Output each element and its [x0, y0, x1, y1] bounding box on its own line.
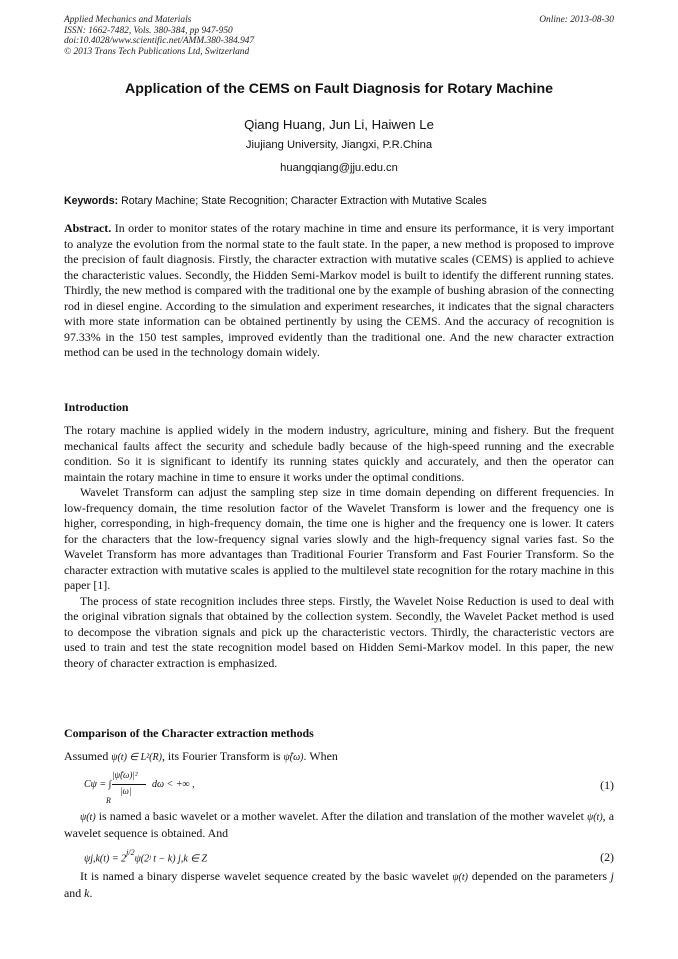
binary-sequence-text — [64, 869, 614, 901]
eq2-lhs: ψj,k(t) = 2 — [84, 853, 127, 865]
depended-text: depended on the parameters — [471, 869, 607, 883]
fourier-text: , its Fourier Transform is — [161, 749, 281, 763]
final-period: . — [89, 885, 93, 900]
eq2-number: (2) — [600, 850, 614, 864]
intro-paragraph-1: The rotary machine is applied widely in the modern industry, agriculture, mining and fishery. But the frequent mechanical faults affect the security and schedule badly because of the high-speed running and the execrable condition. So it is significant to identify its running states quickly and accurately, and then the operator can maintain the rotary machine in time to ensure it works under the optimal conditions. — [64, 423, 614, 484]
online-date: Online: 2013-08-30 — [539, 15, 614, 25]
keywords — [64, 195, 614, 207]
param-j: j — [610, 869, 614, 883]
equation-2 — [84, 848, 344, 866]
paper-affiliation: Jiujiang University, Jiangxi, P.R.China — [245, 139, 433, 151]
psi-t-inline-3: ψ(t) — [452, 872, 468, 883]
comparison-heading: Comparison of the Character extraction methods — [64, 726, 314, 740]
journal-header — [64, 15, 254, 57]
eq1-numerator: |ψ̂(ω)|² — [112, 770, 138, 780]
param-k: k — [84, 885, 90, 900]
and-word: and — [64, 885, 82, 900]
sequence-text: , a wavelet sequence is obtained. And — [64, 809, 614, 840]
journal-copyright: © 2013 Trans Tech Publications Ltd, Switzerland — [64, 46, 250, 57]
introduction-body — [64, 423, 614, 671]
psi-t-inline: ψ(t) — [80, 812, 96, 823]
when-text: . When — [303, 749, 338, 763]
abstract-text: In order to monitor states of the rotary machine in time and ensure its performance, it is very important to analyze the evolution from the normal state to the fault state. In the paper, a new method is proposed to improve the precision of fault diagnosis. Firstly, the character extraction with mutative scales (CEMS) is applied to achieve the characteristic values. Secondly, the Hidden Semi-Markov model is built to identify the different running states. Thirdly, the new method is compared with the traditional one by the example of bushing abrasion of the connecting rod in diesel engine. According to the simulation and experiment researches, it indicates that the signal characters with more state information can be obtained pertinently by using the CEMS. And the accuracy of recognition is 97.33% in the 150 test samples, improved evidently than the traditional one. And the new character extraction method can be used in the technology domain widely. — [64, 221, 614, 359]
binary-text: It is named a binary disperse wavelet sequence created by the basic wavelet — [80, 869, 449, 883]
paper-email: huangqiang@jju.edu.cn — [280, 162, 398, 174]
eq1-lhs: Cψ = ∫ — [84, 779, 112, 790]
abstract — [64, 221, 614, 361]
eq1-denominator: |ω| — [120, 786, 132, 796]
wavelet-definition — [64, 809, 614, 841]
eq1-domain: R — [106, 796, 111, 805]
eq1-number: (1) — [600, 778, 614, 792]
assumed-word: Assumed — [64, 749, 109, 763]
keywords-label: Keywords: — [64, 195, 119, 207]
paper-title: Application of the CEMS on Fault Diagnosis for Rotary Machine — [124, 81, 553, 97]
paper-authors: Qiang Huang, Jun Li, Haiwen Le — [244, 117, 434, 132]
intro-paragraph-2: Wavelet Transform can adjust the sampling step size in time domain depending on different frequencies. In low-frequency domain, the time resolution factor of the Wavelet Transform is lower and the frequency one is higher, corresponding, in high-frequency domain, the time one is higher and the frequency one is lower. It caters for the characters that the low-frequency signal varies slowly and the high-frequency signal varies fast. So the Wavelet Transform has more advantages than Traditional Fourier Transform and Fast Fourier Transform. So the character extraction with mutative scales is applied to the multilevel state recognition for the rotary machine in this paper [1]. — [64, 485, 614, 592]
eq1-tail: dω < +∞ , — [152, 779, 195, 790]
named-text: is named a basic wavelet or a mother wavelet. After the dilation and translation of the mother wavelet — [95, 809, 584, 823]
eq2-rhs: ψ(2ʲ t − k) j,k ∈ Z — [134, 853, 208, 865]
intro-paragraph-3: The process of state recognition includes three steps. Firstly, the Wavelet Noise Reduction is used to deal with the original vibration signals that obtained by the collection system. Secondly, the Wavelet Packet method is used to decompose the vibration signals and pick up the characteristic vectors. Thirdly, the characteristic vectors are used to train and test the state recognition model based on Hidden Semi-Markov model. In this paper, the new theory of character extraction is emphasized. — [64, 593, 614, 670]
abstract-label: Abstract. — [64, 221, 112, 235]
journal-doi: doi:10.4028/www.scientific.net/AMM.380-384.947 — [64, 36, 255, 46]
assumed-line — [64, 749, 614, 764]
psi-hat: ψ̂(ω) — [283, 752, 304, 763]
equation-1 — [84, 768, 304, 808]
keywords-text: Rotary Machine; State Recognition; Character Extraction with Mutative Scales — [118, 195, 487, 207]
psi-in-l2: ψ(t) ∈ L²(R) — [111, 752, 162, 763]
eq1-fraction-bar — [112, 784, 146, 785]
eq2-exponent: j/2 — [126, 848, 135, 857]
psi-t-inline-2: ψ(t) — [587, 812, 603, 823]
introduction-heading: Introduction — [64, 400, 129, 414]
journal-issn: ISSN: 1662-7482, Vols. 380-384, pp 947-950 — [64, 25, 233, 36]
journal-name: Applied Mechanics and Materials — [64, 15, 192, 25]
